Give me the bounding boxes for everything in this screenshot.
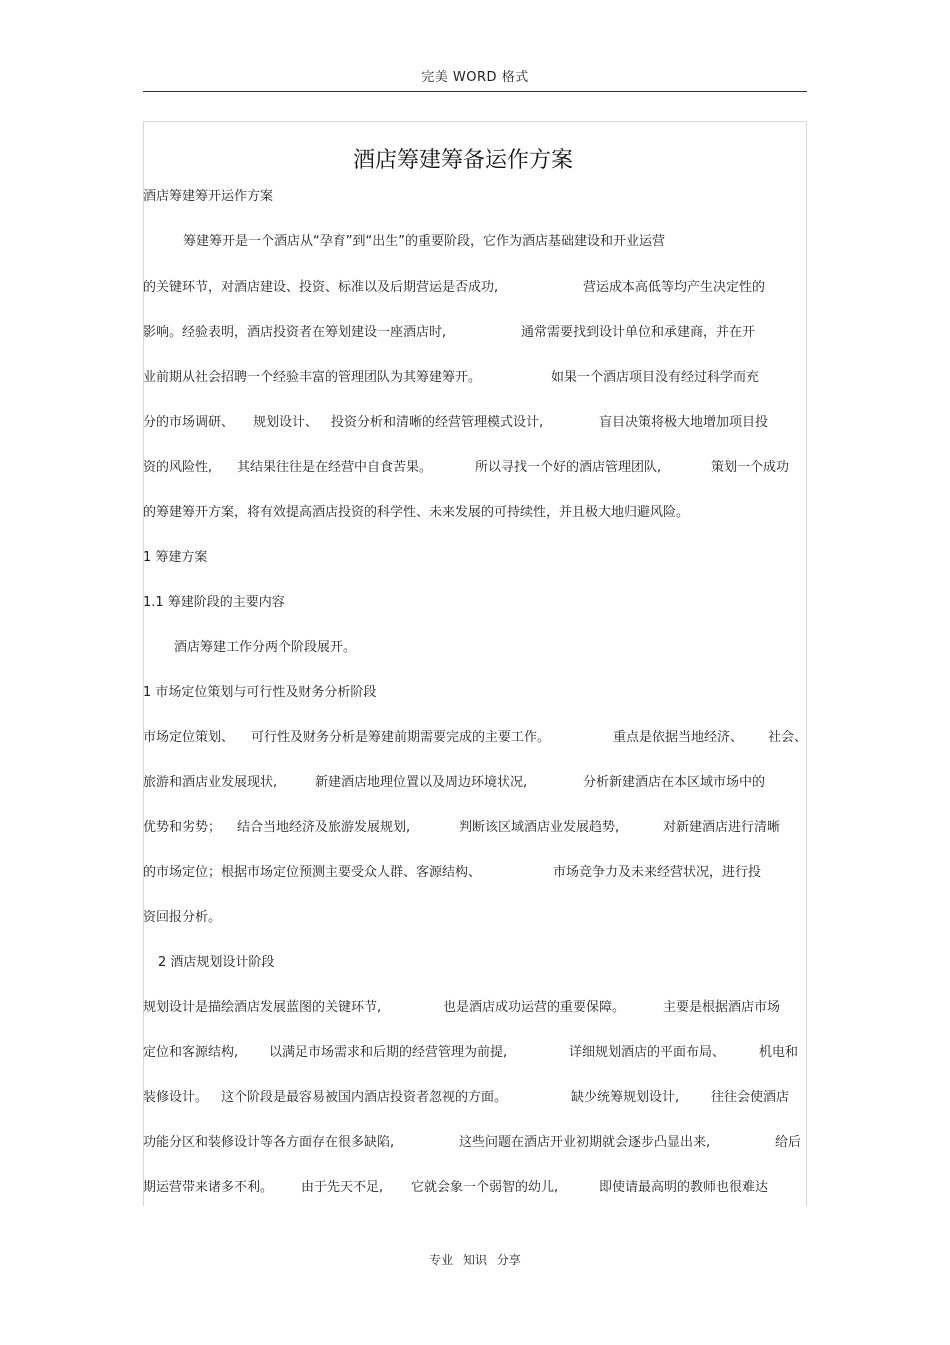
text-segment: 社会、 [768,730,808,745]
text-segment: 机电和 [759,1045,799,1060]
text-segment: 新建酒店地理位置以及周边环境状况, [315,775,528,790]
text-segment: 盲目决策将极大地增加项目投 [599,415,769,430]
text-segment: 这些问题在酒店开业初期就会逐步凸显出来, [459,1135,711,1150]
text-segment: 营运成本高低等均产生决定性的 [583,280,766,295]
text-segment: 即使请最高明的教师也很难达 [599,1180,769,1195]
text-segment: 分的市场调研、 [143,415,235,430]
text-segment: 投资分析和清晰的经营管理模式设计, [331,415,544,430]
text-segment: 期运营带来诸多不利。 [143,1180,274,1195]
text-segment: 其结果往往是在经营中自食苦果。 [237,460,433,475]
section-heading: 1.1 筹建阶段的主要内容 [143,595,285,610]
text-segment: 详细规划酒店的平面布局、 [569,1045,726,1060]
text-segment: 以满足市场需求和后期的经营管理为前提, [269,1045,508,1060]
text-segment: 给后 [775,1135,802,1150]
text-line: 酒店筹建工作分两个阶段展开。 [174,640,357,655]
section-heading: 1 筹建方案 [143,550,208,565]
text-segment: 如果一个酒店项目没有经过科学而充 [551,370,760,385]
text-segment: 优势和劣势； [143,820,222,835]
header-rule [143,91,807,92]
text-segment: 旅游和酒店业发展现状, [143,775,278,790]
text-line: 筹建筹开是一个酒店从“孕育”到“出生”的重要阶段，它作为酒店基础建设和开业运营 [183,234,665,249]
text-line: 的筹建筹开方案，将有效提高酒店投资的科学性、未来发展的可持续性，并且极大地归避风险。 [143,505,690,520]
text-segment: 业前期从社会招聘一个经验丰富的管理团队为其筹建筹开。 [143,370,482,385]
text-segment: 对新建酒店进行清晰 [663,820,781,835]
text-segment: 资的风险性, [143,460,213,475]
text-segment: 判断该区域酒店业发展趋势, [459,820,620,835]
section-heading: 2 酒店规划设计阶段 [158,955,275,970]
page-footer: 专业 知识 分享 [429,1253,521,1267]
text-segment: 市场定位策划、 [143,730,235,745]
frame-border-right [806,121,807,1206]
text-segment: 它就会象一个弱智的幼儿, [411,1180,559,1195]
text-segment: 通常需要找到设计单位和承建商，并在开 [521,325,756,340]
text-segment: 缺少统筹规划设计, [571,1090,680,1105]
text-segment: 市场竞争力及未来经营状况，进行投 [553,865,762,880]
text-segment: 装修设计。 [143,1090,209,1105]
text-segment: 可行性及财务分析是筹建前期需要完成的主要工作。 [251,730,551,745]
text-segment: 功能分区和装修设计等各方面存在很多缺陷, [143,1135,395,1150]
subtitle: 酒店筹建筹开运作方案 [143,189,274,204]
text-segment: 这个阶段是最容易被国内酒店投资者忽视的方面。 [221,1090,508,1105]
text-segment: 所以寻找一个好的酒店管理团队, [475,460,662,475]
section-heading: 1 市场定位策划与可行性及财务分析阶段 [143,685,377,700]
text-segment: 的市场定位；根据市场定位预测主要受众人群、客源结构、 [143,865,482,880]
text-segment: 规划设计是描绘酒店发展蓝图的关键环节, [143,1000,382,1015]
text-segment: 结合当地经济及旅游发展规划, [237,820,411,835]
text-segment: 策划一个成功 [711,460,790,475]
frame-border-top [143,121,806,122]
text-segment: 影响。经验表明，酒店投资者在筹划建设一座酒店时, [143,325,447,340]
text-line: 资回报分析。 [143,910,222,925]
text-segment: 往往会使酒店 [711,1090,790,1105]
document-title: 酒店筹建筹备运作方案 [352,148,573,173]
text-segment: 分析新建酒店在本区域市场中的 [583,775,766,790]
text-segment: 定位和客源结构, [143,1045,239,1060]
text-segment: 重点是依据当地经济、 [613,730,744,745]
text-segment: 主要是根据酒店市场 [663,1000,781,1015]
text-segment: 规划设计、 [253,415,319,430]
text-segment: 也是酒店成功运营的重要保障。 [443,1000,626,1015]
page-header: 完美 WORD 格式 [421,70,529,85]
text-segment: 的关键环节，对酒店建设、投资、标准以及后期营运是否成功, [143,280,499,295]
text-segment: 由于先天不足, [301,1180,384,1195]
